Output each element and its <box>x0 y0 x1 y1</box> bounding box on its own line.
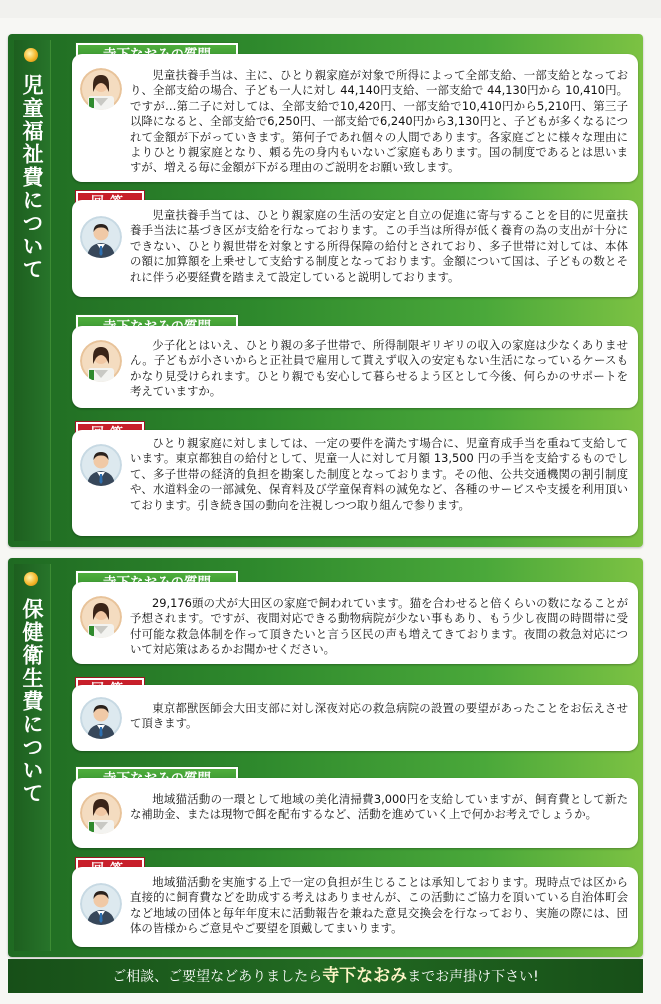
footer-message: ご相談、ご要望などありましたら寺下なおみまでお声掛け下さい! <box>112 966 539 986</box>
question-bubble <box>72 582 638 664</box>
respondent-avatar-icon <box>80 883 122 925</box>
section-public-health <box>8 558 643 957</box>
questioner-avatar-icon <box>80 596 122 638</box>
answer-text: 地域猫活動を実施する上で一定の負担が生じることは承知しております。現時点では区から直接的に飼育費などを助成する考えはありませんが、この活動にご協力を頂いている自治体町会など地域の団体と毎年年度末に活動報告を兼ねた意見交換会を行なっており、実施の際には、団体の皆様からご意見やご要望を頂戴してまいります。 <box>130 875 628 936</box>
answer-bubble <box>72 200 638 297</box>
questioner-avatar-icon <box>80 792 122 834</box>
top-band <box>0 0 661 18</box>
section-sidebar <box>14 40 51 541</box>
answer-bubble <box>72 685 638 751</box>
questioner-avatar-icon <box>80 68 122 110</box>
section-child-welfare <box>8 34 643 547</box>
section-sidebar <box>14 564 51 951</box>
section-title: 保健衛生費について <box>20 598 45 805</box>
question-bubble <box>72 326 638 408</box>
answer-text: 東京都獣医師会大田支部に対し深夜対応の救急病院の設置の要望があったことをお伝えさせて頂きます。 <box>130 701 628 731</box>
respondent-avatar-icon <box>80 444 122 486</box>
question-text: 児童扶養手当は、主に、ひとり親家庭が対象で所得によって全部支給、一部支給となっており、全部支給の場合、子ども一人に対し 44,140円支給、一部支給で 44,130円から 10,410円。ですが…第二子に対しては、全部支給で10,420円、一部支給で10,410円から5,210円、第三子以降になると、全部支給で6,250円、一部支給で6,240円から3,130円と、子どもが多くなるにつれて金額が下がっていきます。第何子であれ個々の人間であります。各家庭ごとに様々な理由によりひとり親家庭となり、頼る先の身内もいないご家庭もあります。国の制度であるとは思いますが、増える毎に金額が下がる理由のご説明をお願い致します。 <box>130 68 628 175</box>
question-bubble <box>72 54 638 182</box>
answer-bubble <box>72 867 638 947</box>
question-text: 29,176頭の犬が大田区の家庭で飼われています。猫を合わせると倍くらいの数になることが予想されます。ですが、夜間対応できる動物病院が少ない事もあり、もう少し夜間の時間帯に受付可能な救急体制を作って頂きたいと言う区民の声も増えてきております。夜間の救急対応について対応策はあるかお聞かせください。 <box>130 596 628 657</box>
question-text: 少子化とはいえ、ひとり親の多子世帯で、所得制限ギリギリの収入の家庭は少なくありません。子どもが小さいからと正社員で雇用して貰えず収入の安定もない生活になっているケースもかなり見受けられます。ひとり親でも安心して暮らせるよう区として今後、何らかのサポートを考えていますか。 <box>130 338 628 399</box>
orange-dot-icon <box>24 572 38 586</box>
question-bubble <box>72 778 638 848</box>
answer-bubble <box>72 430 638 536</box>
section-title: 児童福祉費について <box>20 74 45 281</box>
questioner-avatar-icon <box>80 340 122 382</box>
respondent-avatar-icon <box>80 216 122 258</box>
question-text: 地域猫活動の一環として地域の美化清掃費3,000円を支給していますが、飼育費として新たな補助金、または現物で餌を配布するなど、活動を進めていく上で何かお考えでしょうか。 <box>130 792 628 822</box>
orange-dot-icon <box>24 48 38 62</box>
answer-text: 児童扶養手当ては、ひとり親家庭の生活の安定と自立の促進に寄与することを目的に児童扶養手当法に基づき区が支給を行なっております。この手当は所得が低く養育の為の支出が十分にできない、ひとり親世帯を対象とする所得保障の給付とされており、多子世帯に対しては、本体の額に加算額を上乗せして支給する制度となっております。金額について国は、子どもの数とそれに伴う必要経費を踏まえて設定していると説明しております。 <box>130 208 628 284</box>
answer-text: ひとり親家庭に対しましては、一定の要件を満たす場合に、児童育成手当を重ねて支給しています。東京都独自の給付として、児童一人に対して月額 13,500 円の手当を支給するものでして、多子世帯の経済的負担を勘案した制度となっております。その他、公共交通機関の割引制度や、水道料金の一部減免、保育料及び学童保育料の減免など、各種のサービスや支援を利用頂いております。引き続き国の動向を注視しつつ取り組んで参ります。 <box>130 436 628 512</box>
footer-banner <box>8 959 643 993</box>
respondent-avatar-icon <box>80 697 122 739</box>
